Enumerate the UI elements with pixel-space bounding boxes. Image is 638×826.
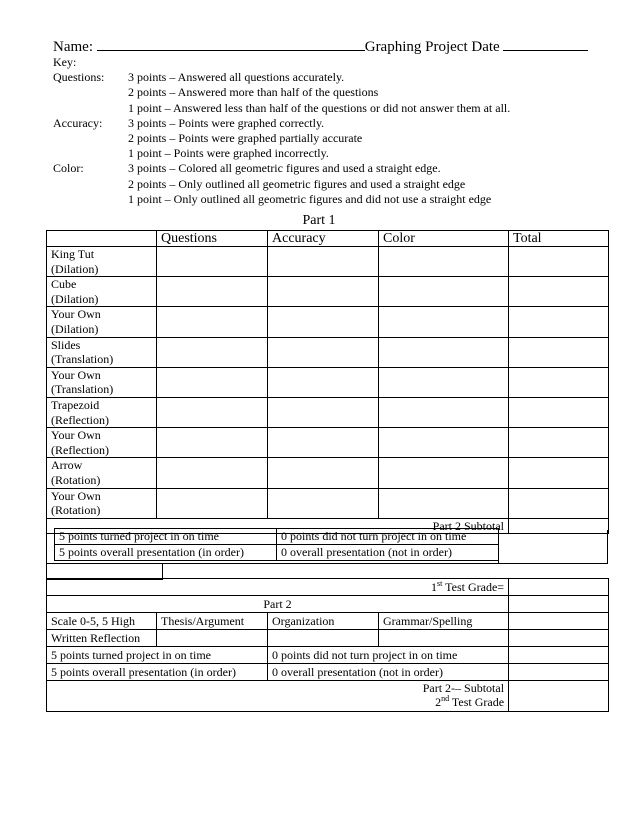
first-test-grade-label: 1st Test Grade=: [47, 579, 509, 596]
score-cell[interactable]: [509, 647, 609, 664]
key-text: 1 point – Only outlined all geometric figures and did not use a straight edge: [128, 191, 492, 206]
column-header-thesis: Thesis/Argument: [157, 613, 268, 630]
key-category: [53, 146, 128, 161]
table-row: [55, 545, 499, 561]
score-cell[interactable]: [157, 630, 268, 647]
key-category: [53, 177, 128, 192]
score-cell[interactable]: [157, 397, 268, 427]
part1-bonus-table: [54, 528, 499, 561]
score-cell[interactable]: [379, 277, 509, 307]
part2-title-row: [47, 596, 609, 613]
key-row: [53, 116, 510, 131]
score-cell[interactable]: [268, 630, 379, 647]
subtotal-label: Part 2 Subtotal: [47, 518, 509, 534]
table-row: [47, 428, 609, 458]
turned-in-yes[interactable]: 5 points turned project in on time: [55, 529, 277, 545]
column-header: [47, 231, 157, 247]
score-cell[interactable]: [509, 428, 609, 458]
presentation-yes[interactable]: 5 points overall presentation (in order): [47, 664, 268, 681]
header-line: [53, 37, 585, 56]
key-section: [53, 55, 510, 207]
score-cell[interactable]: [268, 458, 379, 488]
part1-table: [46, 230, 609, 534]
date-blank[interactable]: [503, 37, 588, 51]
score-cell[interactable]: [379, 397, 509, 427]
score-cell[interactable]: [509, 488, 609, 518]
column-header-questions: Questions: [157, 231, 268, 247]
score-cell[interactable]: [157, 277, 268, 307]
table-row: [47, 488, 609, 518]
row-label: Your Own (Rotation): [47, 488, 157, 518]
column-header-accuracy: Accuracy: [268, 231, 379, 247]
key-row: [53, 192, 510, 207]
key-category: [53, 101, 128, 116]
row-label: King Tut (Dilation): [47, 247, 157, 277]
subtotal-row: [47, 681, 609, 712]
turned-in-yes[interactable]: 5 points turned project in on time: [47, 647, 268, 664]
column-header-grammar: Grammar/Spelling: [379, 613, 509, 630]
table-row: [47, 630, 609, 647]
score-cell[interactable]: [509, 664, 609, 681]
key-text: 2 points – Answered more than half of the questions: [128, 85, 379, 100]
key-text: 3 points – Points were graphed correctly.: [128, 115, 325, 130]
table-row: [47, 277, 609, 307]
part2-title: Part 2: [47, 596, 509, 613]
score-cell[interactable]: [157, 428, 268, 458]
score-cell[interactable]: [509, 367, 609, 397]
score-cell[interactable]: [379, 428, 509, 458]
score-cell[interactable]: [268, 488, 379, 518]
score-cell[interactable]: [379, 458, 509, 488]
table-row: [47, 307, 609, 337]
score-cell[interactable]: [379, 367, 509, 397]
table-row: [47, 337, 609, 367]
project-date-label: Graphing Project Date: [364, 39, 500, 55]
part2-table: [46, 578, 609, 712]
key-category: [53, 131, 128, 146]
part1-title: Part 1: [302, 213, 336, 228]
score-cell[interactable]: [268, 247, 379, 277]
score-cell[interactable]: [509, 307, 609, 337]
first-test-grade-cell[interactable]: [509, 579, 609, 596]
score-cell[interactable]: [157, 337, 268, 367]
table-row: [47, 367, 609, 397]
score-cell[interactable]: [509, 277, 609, 307]
key-category: [53, 192, 128, 207]
table-row: [47, 647, 609, 664]
score-cell[interactable]: [379, 337, 509, 367]
part1-header-row: [47, 231, 609, 247]
subtotal-cell[interactable]: [509, 681, 609, 712]
score-cell[interactable]: [509, 458, 609, 488]
part2-subtotal-label: Part 2-– Subtotal 2nd Test Grade: [47, 681, 509, 712]
row-label: Your Own (Reflection): [47, 428, 157, 458]
score-cell[interactable]: [157, 307, 268, 337]
name-blank[interactable]: [97, 37, 365, 51]
score-cell[interactable]: [379, 630, 509, 647]
score-cell[interactable]: [509, 397, 609, 427]
key-category: [53, 85, 128, 100]
table-row: [47, 247, 609, 277]
key-row: [53, 131, 510, 146]
table-row: [47, 397, 609, 427]
row-label: Arrow (Rotation): [47, 458, 157, 488]
row-label: Cube (Dilation): [47, 277, 157, 307]
column-header-total: Total: [509, 231, 609, 247]
row-label: Slides (Translation): [47, 337, 157, 367]
turned-in-no[interactable]: 0 points did not turn project in on time: [277, 529, 499, 545]
column-header-organization: Organization: [268, 613, 379, 630]
key-title: Key:: [53, 55, 77, 69]
test-grade-row: [47, 579, 609, 596]
empty-cell: [509, 613, 609, 630]
key-row: [53, 177, 510, 192]
presentation-no[interactable]: 0 overall presentation (not in order): [277, 545, 499, 561]
key-text: 1 point – Answered less than half of the questions or did not answer them at all.: [128, 100, 511, 115]
key-category: Questions:: [53, 70, 105, 85]
score-cell[interactable]: [379, 488, 509, 518]
name-label: Name:: [53, 39, 93, 55]
key-row: [53, 146, 510, 161]
score-cell[interactable]: [268, 397, 379, 427]
score-cell[interactable]: [268, 277, 379, 307]
key-category: Color:: [53, 161, 84, 176]
score-cell[interactable]: [509, 630, 609, 647]
empty-cell: [509, 596, 609, 613]
key-text: 3 points – Answered all questions accurately.: [128, 70, 345, 85]
score-cell[interactable]: [379, 247, 509, 277]
table-row: [55, 529, 499, 545]
score-cell[interactable]: [268, 428, 379, 458]
score-cell[interactable]: [157, 458, 268, 488]
key-text: 3 points – Colored all geometric figures and used a straight edge.: [128, 161, 441, 176]
score-cell[interactable]: [157, 488, 268, 518]
score-cell[interactable]: [268, 367, 379, 397]
score-cell[interactable]: [268, 337, 379, 367]
column-header-color: Color: [379, 231, 509, 247]
score-cell[interactable]: [509, 247, 609, 277]
table-row: [47, 664, 609, 681]
key-text: 1 point – Points were graphed incorrectly.: [128, 146, 329, 161]
presentation-no[interactable]: 0 overall presentation (not in order): [268, 664, 509, 681]
row-label: Your Own (Translation): [47, 367, 157, 397]
key-row: [53, 101, 510, 116]
divider: [498, 528, 499, 564]
row-label: Written Reflection: [47, 630, 157, 647]
part2-header-row: [47, 613, 609, 630]
key-row: [53, 161, 510, 176]
score-cell[interactable]: [157, 247, 268, 277]
key-text: 2 points – Points were graphed partially accurate: [128, 131, 363, 146]
row-label: Your Own (Dilation): [47, 307, 157, 337]
key-text: 2 points – Only outlined all geometric figures and used a straight edge: [128, 176, 466, 191]
table-row: [47, 458, 609, 488]
row-label: Trapezoid (Reflection): [47, 397, 157, 427]
key-row: [53, 70, 510, 85]
score-cell[interactable]: [379, 307, 509, 337]
column-header-scale: Scale 0-5, 5 High: [47, 613, 157, 630]
score-cell[interactable]: [157, 367, 268, 397]
turned-in-no[interactable]: 0 points did not turn project in on time: [268, 647, 509, 664]
score-cell[interactable]: [509, 337, 609, 367]
score-cell[interactable]: [268, 307, 379, 337]
key-category: Accuracy:: [53, 115, 103, 130]
presentation-yes[interactable]: 5 points overall presentation (in order): [55, 545, 277, 561]
key-row: [53, 85, 510, 100]
